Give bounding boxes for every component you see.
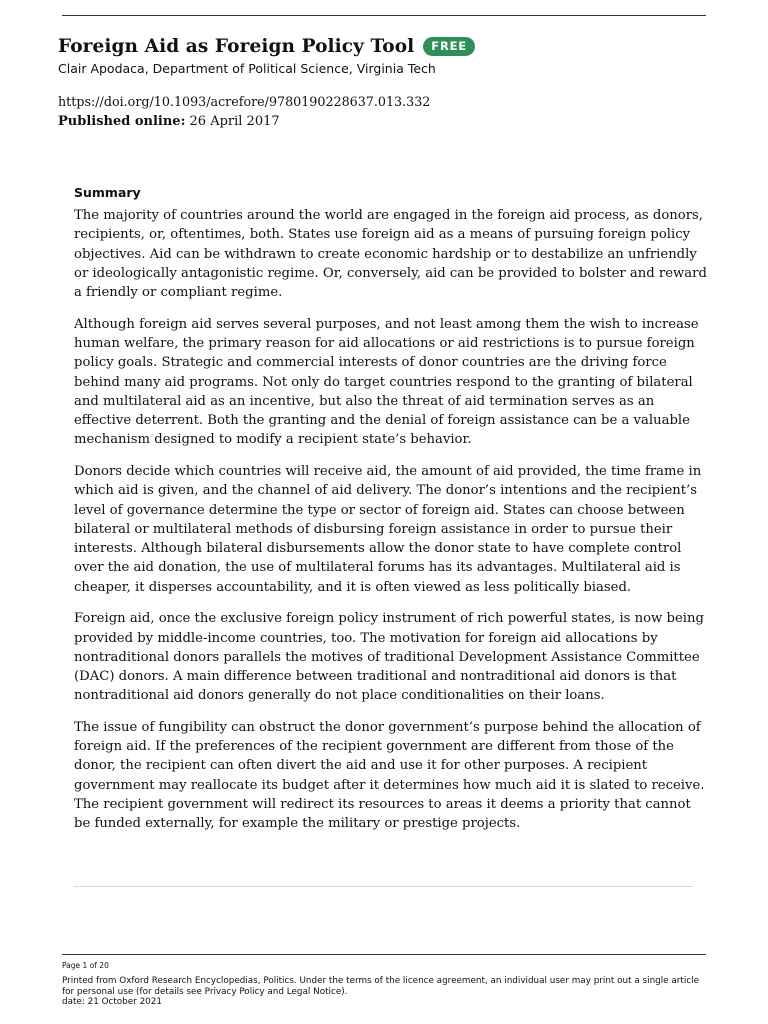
print-date: date: 21 October 2021 bbox=[62, 997, 162, 1007]
author-line: Clair Apodaca, Department of Political Science, Virginia Tech bbox=[58, 61, 436, 76]
doi-link[interactable]: https://doi.org/10.1093/acrefore/9780190228637.013.332 bbox=[58, 94, 431, 109]
page-number: Page 1 of 20 bbox=[62, 961, 109, 970]
print-notice bbox=[62, 976, 712, 1008]
summary-separator bbox=[74, 886, 693, 887]
summary-heading: Summary bbox=[74, 185, 141, 200]
summary-paragraph: The issue of fungibility can obstruct the donor government’s purpose behind the allocation of foreign aid. If the preferences of the recipient government are different from those of the donor, the recipient can often divert the aid and use it for other purposes. A recipient government may reallocate its budget after it determines how much aid it is slated to receive. The recipient government will redirect its resources to areas it deems a priority that cannot be funded externally, for example the military or prestige projects. bbox=[74, 719, 705, 832]
free-badge: FREE bbox=[423, 37, 475, 56]
published-line bbox=[58, 114, 280, 129]
summary-paragraph: Foreign aid, once the exclusive foreign policy instrument of rich powerful states, is now being provided by middle-income countries, too. The motivation for foreign aid allocations by nontraditional donors parallels the motives of traditional Development Assistance Committee (DAC) donors. A main difference between traditional and nontraditional aid donors is that nontraditional aid donors generally do not place conditionalities on their loans. bbox=[74, 611, 704, 704]
published-date: 26 April 2017 bbox=[189, 114, 280, 129]
title-row bbox=[58, 36, 475, 57]
summary-paragraph: Donors decide which countries will receive aid, the amount of aid provided, the time frame in which aid is given, and the channel of aid delivery. The donor’s intentions and the recipient’s level of governance determine the type or sector of foreign aid. States can choose between bilateral or multilateral methods of disbursing foreign assistance in order to pursue their interests. Although bilateral disbursements allow the donor state to have complete control over the aid donation, the use of multilateral forums has its advantages. Multilateral aid is cheaper, it disperses accountability, and it is often viewed as less politically biased. bbox=[74, 463, 702, 595]
published-label: Published online: bbox=[58, 114, 186, 129]
summary-body bbox=[74, 206, 708, 846]
top-rule bbox=[62, 15, 706, 16]
licence-notice: Printed from Oxford Research Encyclopedias, Politics. Under the terms of the licence agreement, an individual user may print out a single article for personal use (for details see Privacy Policy and Legal Notice). bbox=[62, 976, 699, 997]
summary-paragraph: Although foreign aid serves several purposes, and not least among them the wish to increase human welfare, the primary reason for aid allocations or aid restrictions is to pursue foreign policy goals. Strategic and commercial interests of donor countries are the driving force behind many aid programs. Not only do target countries respond to the granting of bilateral and multilateral aid as an incentive, but also the threat of aid termination serves as an effective deterrent. Both the granting and the denial of foreign assistance can be a valuable mechanism designed to modify a recipient state’s behavior. bbox=[74, 316, 699, 448]
footer-rule bbox=[62, 954, 706, 955]
article-title: Foreign Aid as Foreign Policy Tool bbox=[58, 36, 415, 57]
summary-paragraph: The majority of countries around the world are engaged in the foreign aid process, as donors, recipients, or, oftentimes, both. States use foreign aid as a means of pursuing foreign policy objectives. Aid can be withdrawn to create economic hardship or to destabilize an unfriendly or ideologically antagonistic regime. Or, conversely, aid can be provided to bolster and reward a friendly or compliant regime. bbox=[74, 208, 707, 301]
